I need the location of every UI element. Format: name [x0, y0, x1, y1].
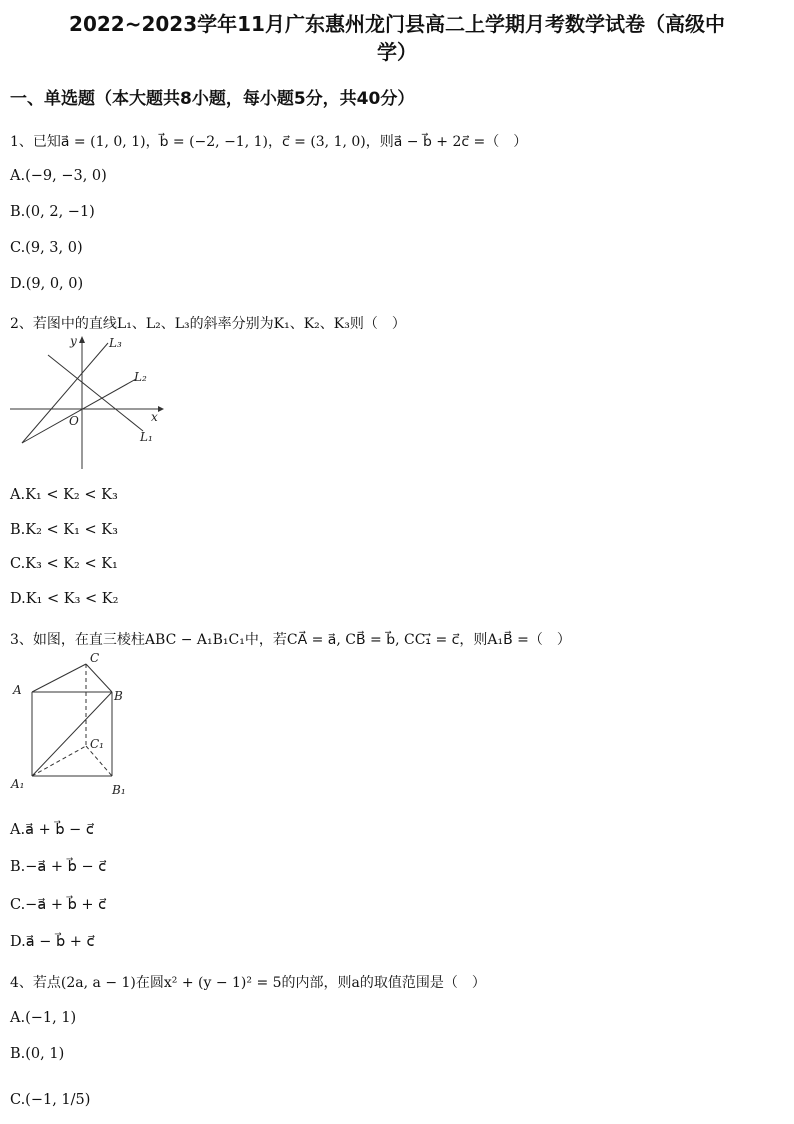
fig3-label-c1: C₁	[90, 737, 104, 751]
q3-option-c: C.−a⃗ + b⃗ + c⃗	[10, 897, 107, 913]
line-l2	[22, 379, 136, 443]
fig2-label-l2: L₂	[134, 370, 147, 384]
fig3-label-a: A	[13, 683, 22, 697]
fig2-label-origin: O	[69, 414, 79, 428]
q1-option-d: D.(9, 0, 0)	[10, 276, 84, 292]
question-3-stem: 3、如图，在直三棱柱ABC − A₁B₁C₁中，若CA⃗ = a⃗, CB⃗ = b⃗, CC₁⃗ = c⃗，则A₁B⃗ =（ ）	[10, 632, 571, 648]
title-line-2: 学）	[377, 40, 417, 64]
q4-option-a: A.(−1, 1)	[10, 1010, 77, 1026]
question-4-stem: 4、若点(2a, a − 1)在圆x² + (y − 1)² = 5的内部，则a的取值范围是（ ）	[10, 975, 486, 991]
q3-option-b: B.−a⃗ + b⃗ − c⃗	[10, 859, 107, 875]
fig3-label-a1: A₁	[11, 777, 25, 791]
fig3-label-c: C	[90, 651, 100, 665]
question-1-stem: 1、已知a⃗ = (1, 0, 1)，b⃗ = (−2, −1, 1)，c⃗ = (3, 1, 0)，则a⃗ − b⃗ + 2c⃗ =（ ）	[10, 134, 528, 150]
fig2-label-l1: L₁	[140, 430, 153, 444]
question-2-stem: 2、若图中的直线L₁、L₂、L₃的斜率分别为K₁、K₂、K₃则（ ）	[10, 316, 406, 332]
fig2-label-y: y	[70, 334, 77, 348]
title-line-1: 2022~2023学年11月广东惠州龙门县高二上学期月考数学试卷（高级中	[69, 12, 725, 36]
q1-option-c: C.(9, 3, 0)	[10, 240, 83, 256]
q4-option-c: C.(−1, 1/5)	[10, 1092, 91, 1108]
q2-option-c: C.K₃ < K₂ < K₁	[10, 556, 118, 572]
q1-option-b: B.(0, 2, −1)	[10, 204, 95, 220]
fig2-label-l3: L₃	[109, 336, 122, 350]
q2-option-d: D.K₁ < K₃ < K₂	[10, 591, 119, 607]
section-heading: 一、单选题（本大题共8小题，每小题5分，共40分）	[10, 89, 415, 109]
line-l1	[48, 355, 143, 431]
fig2-label-x: x	[151, 410, 158, 424]
q2-option-b: B.K₂ < K₁ < K₃	[10, 522, 118, 538]
fig3-label-b1: B₁	[112, 783, 126, 797]
q1-option-a: A.(−9, −3, 0)	[10, 168, 107, 184]
q2-option-a: A.K₁ < K₂ < K₃	[10, 487, 118, 503]
fig3-label-b: B	[114, 689, 123, 703]
q3-option-a: A.a⃗ + b⃗ − c⃗	[10, 822, 94, 838]
q3-option-d: D.a⃗ − b⃗ + c⃗	[10, 934, 95, 950]
line-slopes-figure	[8, 333, 168, 473]
document-title	[0, 10, 794, 66]
prism-figure	[8, 648, 148, 800]
q4-option-b: B.(0, 1)	[10, 1046, 65, 1062]
